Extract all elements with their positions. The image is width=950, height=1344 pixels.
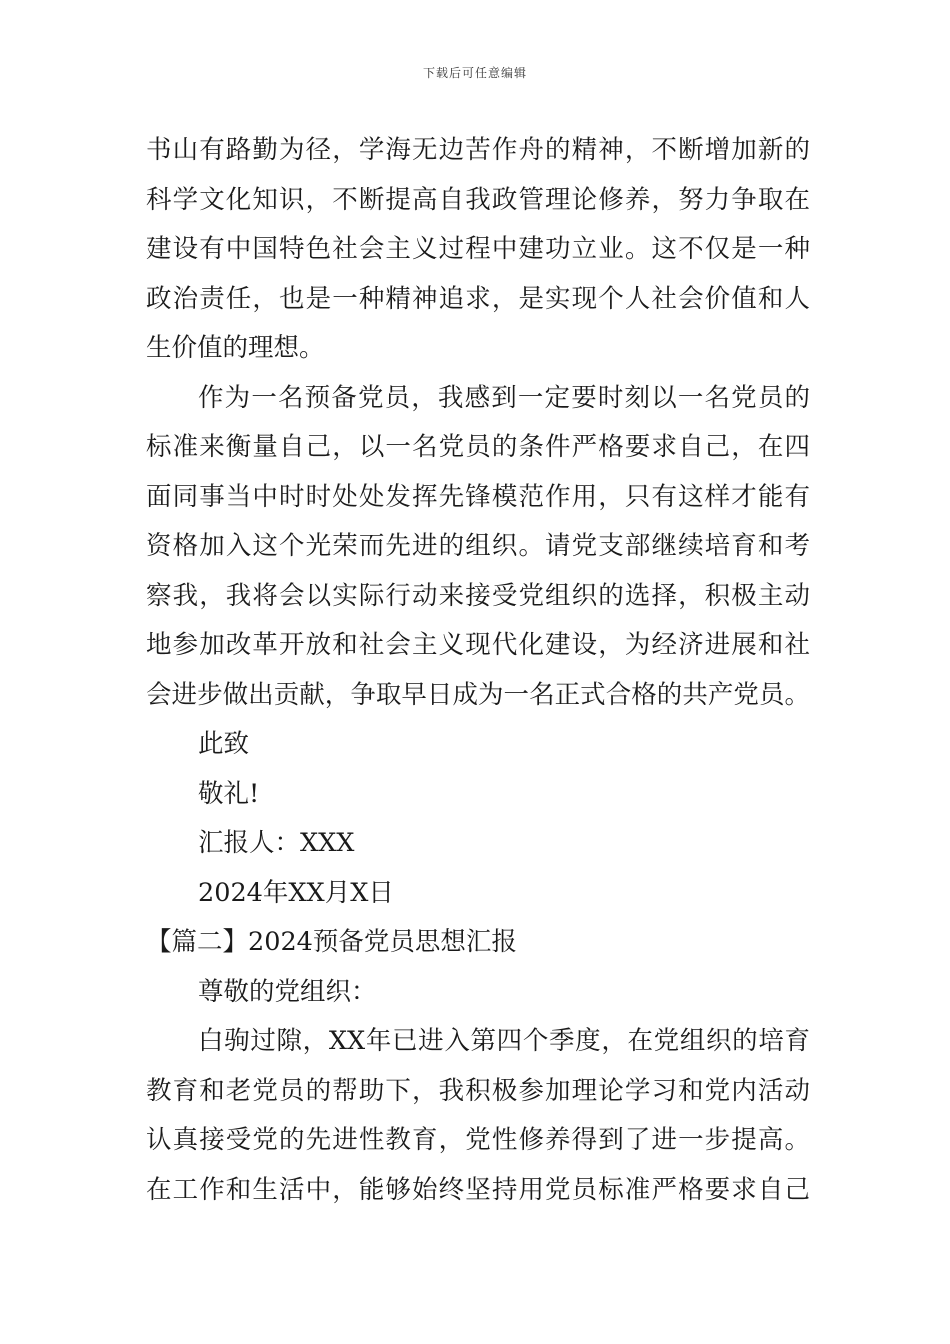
- header-note: 下载后可任意编辑: [422, 66, 527, 80]
- section-2: [146, 918, 810, 1215]
- paragraph-line: 白驹过隙，XX年已进入第四个季度，在党组织的培育: [198, 1026, 810, 1056]
- report-date: 2024年XX月X日: [198, 877, 394, 908]
- document-body: [146, 126, 810, 1215]
- paragraph-line: 建设有中国特色社会主义过程中建功立业。这不仅是一种: [146, 234, 810, 264]
- greeting: 尊敬的党组织：: [198, 976, 377, 1007]
- paragraph-line: 面同事当中时时处处发挥先锋模范作用，只有这样才能有: [146, 481, 810, 512]
- reporter-signature: 汇报人：XXX: [198, 828, 355, 858]
- paragraph-line: 在工作和生活中，能够始终坚持用党员标准严格要求自己: [146, 1174, 810, 1205]
- paragraph-line: 认真接受党的先进性教育，党性修养得到了进一步提高。: [146, 1125, 810, 1155]
- paragraph-line: 标准来衡量自己，以一名党员的条件严格要求自己，在四: [146, 432, 810, 462]
- regards: 敬礼!: [198, 778, 260, 809]
- paragraph-line: 作为一名预备党员，我感到一定要时刻以一名党员的: [198, 382, 810, 413]
- paragraph-line: 会进步做出贡献，争取早日成为一名正式合格的共产党员。: [146, 679, 810, 710]
- section-heading: 【篇二】2024预备党员思想汇报: [146, 927, 517, 957]
- salutation: 此致: [198, 729, 250, 759]
- paragraph-line: 科学文化知识，不断提高自我政管理论修养，努力争取在: [146, 184, 810, 215]
- paragraph-line: 地参加改革开放和社会主义现代化建设，为经济进展和社: [146, 630, 810, 660]
- paragraph-line: 教育和老党员的帮助下，我积极参加理论学习和党内活动: [146, 1075, 810, 1106]
- paragraph-line: 生价值的理想。: [146, 333, 325, 363]
- paragraph-line: 察我，我将会以实际行动来接受党组织的选择，积极主动: [146, 580, 810, 611]
- paragraph-line: 资格加入这个光荣而先进的组织。请党支部继续培育和考: [146, 531, 810, 561]
- paragraph-2: [146, 374, 810, 721]
- closing-block: [146, 720, 810, 918]
- paragraph-1: [146, 126, 810, 374]
- paragraph-line: 政治责任，也是一种精神追求，是实现个人社会价值和人: [146, 283, 810, 314]
- paragraph-line: 书山有路勤为径，学海无边苦作舟的精神，不断增加新的: [146, 135, 810, 165]
